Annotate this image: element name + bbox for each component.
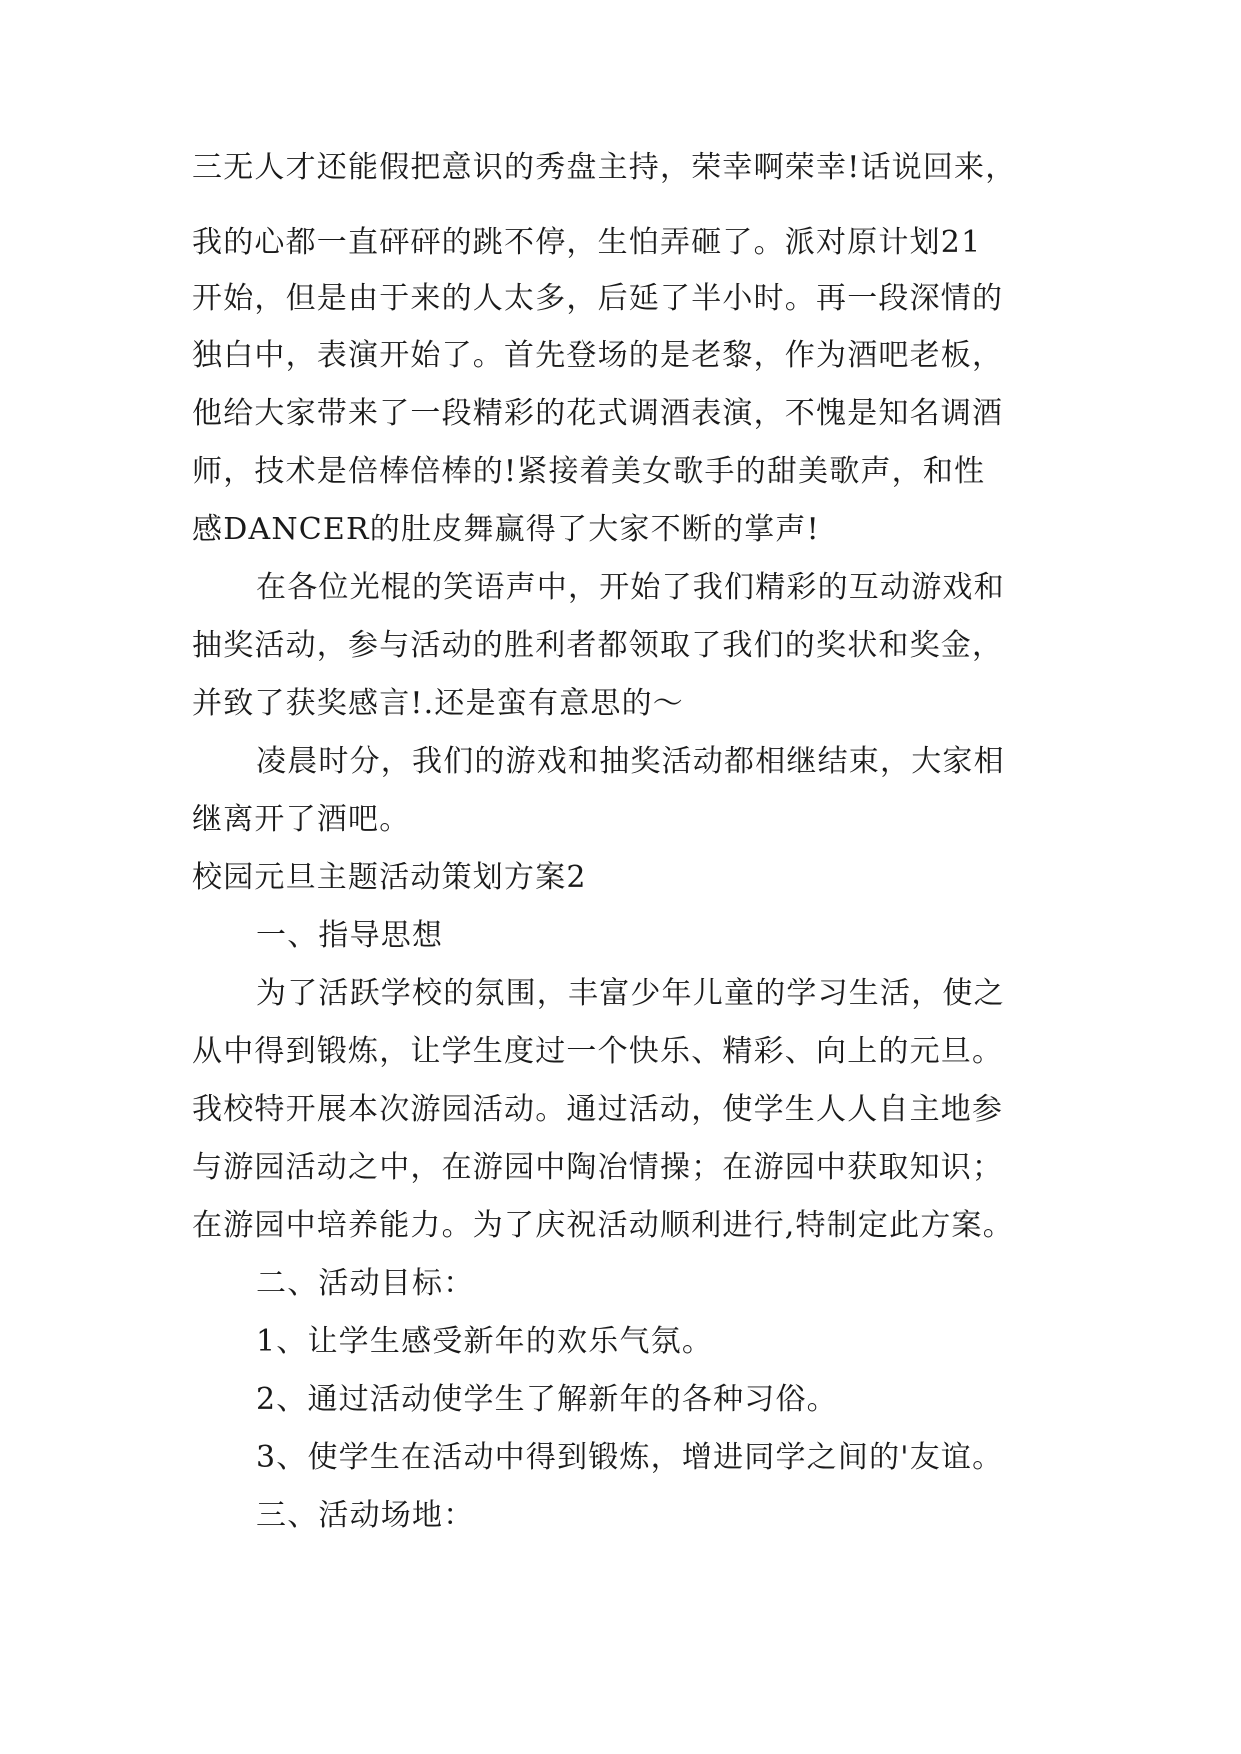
list-item: 1、让学生感受新年的欢乐气氛。 (256, 1324, 714, 1359)
paragraph-first-line: 在各位光棍的笑语声中，开始了我们精彩的互动游戏和 (256, 570, 1005, 605)
text-line: 我校特开展本次游园活动。通过活动，使学生人人自主地参 (192, 1092, 1004, 1127)
text-line: 他给大家带来了一段精彩的花式调酒表演，不愧是知名调酒 (192, 396, 1004, 431)
text-line: 在游园中培养能力。为了庆祝活动顺利进行,特制定此方案。 (192, 1208, 1014, 1243)
paragraph-first-line: 为了活跃学校的氛围，丰富少年儿童的学习生活，使之 (256, 976, 1005, 1011)
text-line: 抽奖活动，参与活动的胜利者都领取了我们的奖状和奖金， (192, 628, 1004, 663)
text-line: 我的心都一直砰砰的跳不停，生怕弄砸了。派对原计划21 (192, 225, 982, 260)
section-heading: 三、活动场地： (256, 1498, 475, 1533)
text-line: 三无人才还能假把意识的秀盘主持，荣幸啊荣幸!话说回来， (192, 150, 1017, 185)
text-line: 开始，但是由于来的人太多，后延了半小时。再一段深情的 (192, 281, 1004, 316)
text-line: 独白中，表演开始了。首先登场的是老黎，作为酒吧老板， (192, 338, 1004, 373)
text-line: 从中得到锻炼，让学生度过一个快乐、精彩、向上的元旦。 (192, 1034, 1004, 1069)
text-line: 与游园活动之中，在游园中陶冶情操；在游园中获取知识； (192, 1150, 1004, 1185)
list-item: 3、使学生在活动中得到锻炼，增进同学之间的'友谊。 (256, 1440, 1004, 1475)
text-line: 师，技术是倍棒倍棒的!紧接着美女歌手的甜美歌声，和性 (192, 454, 986, 489)
text-line: 继离开了酒吧。 (192, 802, 411, 837)
text-line: 并致了获奖感言!.还是蛮有意思的～ (192, 686, 684, 721)
text-line: 感DANCER的肚皮舞赢得了大家不断的掌声! (192, 512, 820, 547)
section-title: 校园元旦主题活动策划方案2 (192, 860, 587, 895)
paragraph-first-line: 凌晨时分，我们的游戏和抽奖活动都相继结束，大家相 (256, 744, 1005, 779)
section-heading: 一、指导思想 (256, 918, 444, 953)
section-heading: 二、活动目标： (256, 1266, 475, 1301)
list-item: 2、通过活动使学生了解新年的各种习俗。 (256, 1382, 838, 1417)
